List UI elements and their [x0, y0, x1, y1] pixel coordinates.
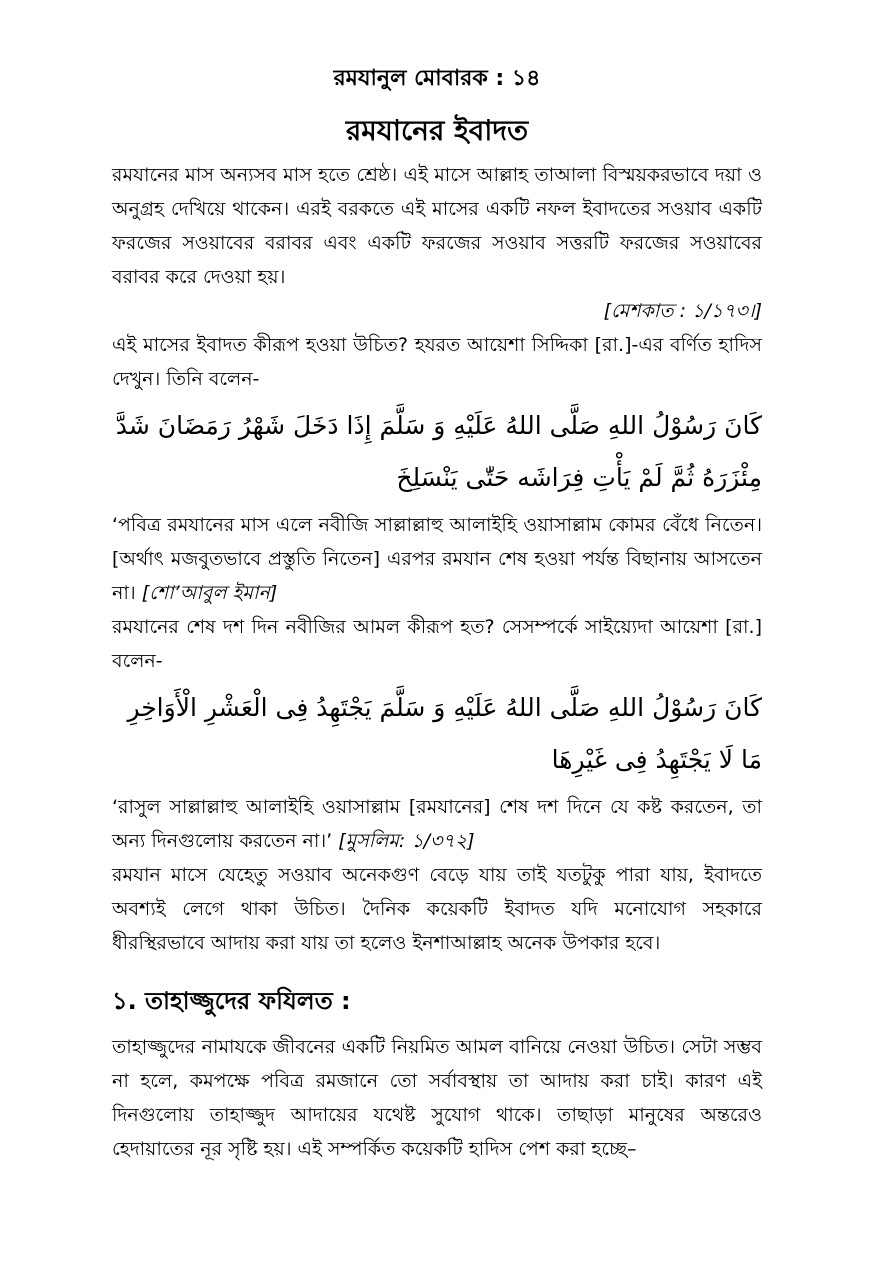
paragraph-advice: রমযান মাসে যেহেতু সওয়াব অনেকগুণ বেড়ে যায় তাই যতটুকু পারা যায়, ইবাদতে অবশ্যই লেগে থাকা উচিত। দৈনিক কয়েকটি ইবাদত যদি মনোযোগ সহকারে ধীরস্থিরভাবে আদায় করা যায় তা হলেও ইনশাআল্লাহ অনেক উপকার হবে।: [112, 864, 762, 954]
section-heading-tahajjud: ১. তাহাজ্জুদের ফযিলত :: [112, 987, 351, 1015]
reference-mishkat: [মেশকাত : ১/১৭৩।]: [603, 300, 762, 322]
paragraph-tahajjud: তাহাজ্জুদের নামাযকে জীবনের একটি নিয়মিত আমল বানিয়ে নেওয়া উচিত। সেটা সম্ভব না হলে, কমপক্ষে পবিত্র রমজানে তো সর্বাবস্থায় তা আদায় করা চাই। কারণ এই দিনগুলোয় তাহাজ্জুদ আদায়ের যথেষ্ট সুযোগ থাকে। তাছাড়া মানুষের অন্তরেও হেদায়াতের নূর সৃষ্টি হয়। এই সম্পর্কিত কয়েকটি হাদিস পেশ করা হচ্ছে–: [112, 1036, 762, 1160]
paragraph-intro: রমযানের মাস অন্যসব মাস হতে শ্রেষ্ঠ। এই মাসে আল্লাহ তাআলা বিস্ময়করভাবে দয়া ও অনুগ্রহ দেখিয়ে থাকেন। এরই বরকতে এই মাসের একটি নফল ইবাদতের সওয়াব একটি ফরজের সওয়াবের বরাবর এবং একটি ফরজের সওয়াব সত্তরটি ফরজের সওয়াবের বরাবর করে দেওয়া হয়।: [112, 164, 762, 288]
translation-1-text: ‘পবিত্র রমযানের মাস এলে নবীজি সাল্লাল্লাহু আলাইহি ওয়াসাল্লাম কোমর বেঁধে নিতেন। [অর্থাৎ মজবুতভাবে প্রস্তুতি নিতেন] এরপর রমযান শেষ হওয়া পর্যন্ত বিছানায় আসতেন না।: [112, 514, 762, 604]
paragraph-question: এই মাসের ইবাদত কীরূপ হওয়া উচিত? হযরত আয়েশা সিদ্দিকা [রা.]-এর বর্ণিত হাদিস দেখুন। তিনি বলেন-: [112, 334, 762, 390]
page-title: রমযানের ইবাদত: [345, 114, 529, 147]
paragraph-translation-2: [112, 790, 762, 858]
reference-shuabul-iman: [শো’আবুল ইমান]: [141, 582, 278, 604]
paragraph-translation-1: [112, 508, 762, 610]
arabic-hadith-1: كَانَ رَسُوْلُ اللهِ صَلَّى اللهُ عَلَيْهِ وَ سَلَّمَ إِذَا دَخَلَ شَهْرُ رَمَضَانَ شَدَّ مِئْزَرَهُ ثُمَّ لَمْ يَأْتِ فِرَاشَه حَتّٰى يَنْسَلِخَ: [115, 411, 762, 492]
reference-muslim: [মুসলিম: ১/৩৭২]: [338, 830, 475, 852]
arabic-hadith-2: كَانَ رَسُوْلُ اللهِ صَلَّى اللهُ عَلَيْهِ وَ سَلَّمَ يَجْتَهِدُ فِى الْعَشْرِ الْأَوَاخِرِ مَا لَا يَجْتَهِدُ فِى غَيْرِهَا: [127, 693, 762, 774]
paragraph-last-ten-days: রমযানের শেষ দশ দিন নবীজির আমল কীরূপ হত? সেসম্পর্কে সাইয়্যেদা আয়েশা [রা.] বলেন-: [112, 616, 762, 672]
translation-2-text: ‘রাসুল সাল্লাল্লাহু আলাইহি ওয়াসাল্লাম [রমযানের] শেষ দশ দিনে যে কষ্ট করতেন, তা অন্য দিনগুলোয় করতেন না।’: [112, 796, 762, 852]
running-head: রমযানুল মোবারক : ১৪: [333, 66, 541, 91]
